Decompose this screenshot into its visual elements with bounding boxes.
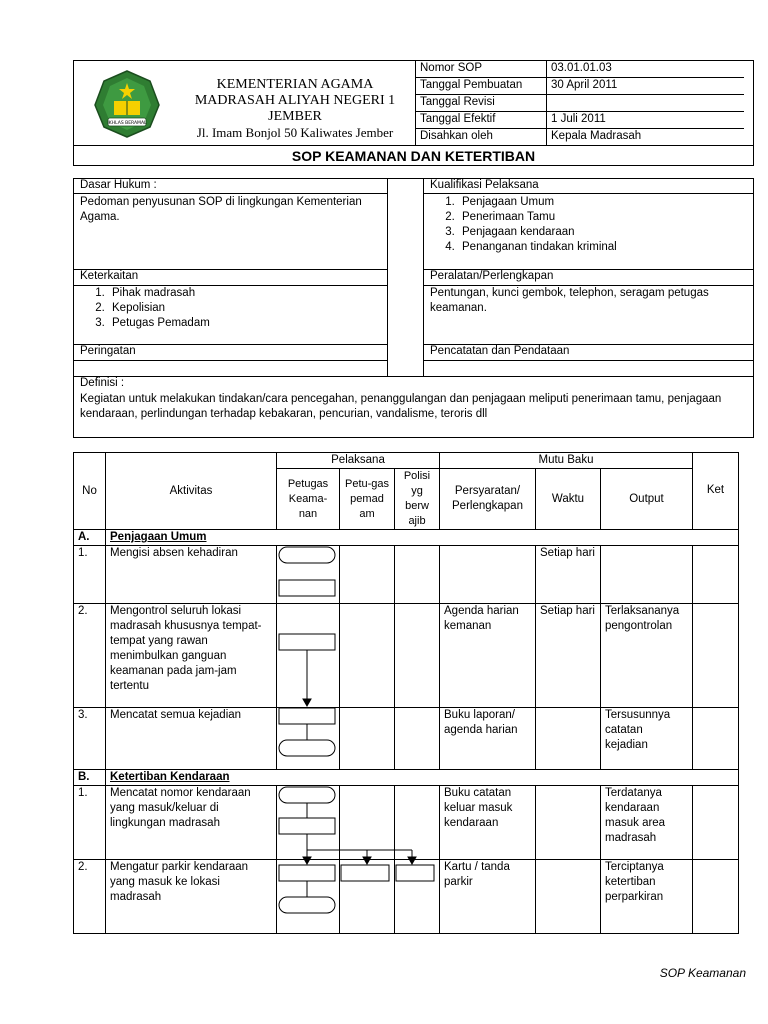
row-aktivitas: Mencatat nomor kendaraan yang masuk/keluar di lingkungan madrasah	[106, 786, 277, 860]
arrow-head	[408, 857, 416, 864]
col-ket: Ket	[693, 453, 739, 530]
meta-value: Kepala Madrasah	[547, 129, 745, 146]
section-code: B.	[74, 770, 106, 786]
process-box	[279, 580, 335, 596]
row-aktivitas: Mengisi absen kehadiran	[106, 546, 277, 604]
meta-value: 03.01.01.03	[547, 61, 745, 78]
start-terminator	[279, 547, 335, 563]
row-output: Tersusunnya catatan kejadian	[601, 708, 693, 770]
col-output: Output	[601, 469, 693, 530]
row-waktu: Setiap hari	[536, 604, 601, 708]
process-box	[341, 865, 389, 881]
list-item: 1. Penjagaan Umum	[458, 195, 768, 210]
process-box	[396, 865, 434, 881]
list-item: 2. Penerimaan Tamu	[458, 210, 768, 225]
process-box	[279, 865, 335, 881]
peralatan-label: Peralatan/Perlengkapan	[430, 270, 554, 282]
peringatan-label: Peringatan	[80, 345, 136, 357]
row-aktivitas: Mencatat semua kejadian	[106, 708, 277, 770]
org-name-line3: JEMBER	[268, 109, 322, 124]
row-no: 1.	[74, 546, 106, 604]
process-box	[279, 634, 335, 650]
start-terminator	[279, 787, 335, 803]
peralatan-text: Pentungan, kunci gembok, telephon, seragam petugas keamanan.	[430, 287, 709, 314]
row-output: Terciptanya ketertiban perparkiran	[601, 860, 693, 934]
process-box	[279, 708, 335, 724]
process-box	[279, 818, 335, 834]
col-mutu-baku: Mutu Baku	[440, 453, 693, 469]
col-aktivitas: Aktivitas	[106, 453, 277, 530]
col-petugas: Petugas Keama-nan	[277, 469, 340, 530]
arrow-head	[303, 857, 311, 864]
org-name-line1: KEMENTERIAN AGAMA	[216, 77, 374, 92]
col-polisi: Polisi yg berw ajib	[395, 469, 440, 530]
row-no: 1.	[74, 786, 106, 860]
meta-value: 1 Juli 2011	[547, 112, 745, 129]
meta-label: Disahkan oleh	[416, 129, 547, 146]
list-item: 1. Pihak madrasah	[108, 286, 408, 301]
col-pemadam: Petu-gas pemad am	[340, 469, 395, 530]
end-terminator	[279, 897, 335, 913]
row-no: 2.	[74, 604, 106, 708]
meta-label: Nomor SOP	[416, 61, 547, 78]
row-aktivitas: Mengontrol seluruh lokasi madrasah khususnya tempat-tempat yang rawan menimbulkan ganguan keamanan pada jam-jam tertentu	[106, 604, 277, 708]
keterkaitan-label: Keterkaitan	[80, 270, 139, 282]
dasar-hukum-text: Pedoman penyusunan SOP di lingkungan Kementerian Agama.	[80, 196, 362, 223]
col-waktu: Waktu	[536, 469, 601, 530]
definisi-label: Definisi :	[80, 377, 125, 389]
section-title: Ketertiban Kendaraan	[106, 770, 739, 786]
org-address: Jl. Imam Bonjol 50 Kaliwates Jember	[196, 125, 394, 140]
kualifikasi-label: Kualifikasi Pelaksana	[430, 179, 539, 191]
sop-title: SOP KEAMANAN DAN KETERTIBAN	[74, 145, 753, 166]
dasar-hukum-label: Dasar Hukum :	[80, 179, 157, 191]
meta-value: 30 April 2011	[547, 78, 745, 95]
col-no: No	[74, 453, 106, 530]
row-aktivitas: Mengatur parkir kendaraan yang masuk ke lokasi madrasah	[106, 860, 277, 934]
end-terminator	[279, 740, 335, 756]
list-item: 2. Kepolisian	[108, 301, 408, 316]
meta-label: Tanggal Efektif	[416, 112, 547, 129]
list-item: 4. Penanganan tindakan kriminal	[458, 240, 768, 255]
row-waktu: Setiap hari	[536, 546, 601, 604]
row-no: 2.	[74, 860, 106, 934]
section-title: Penjagaan Umum	[106, 530, 739, 546]
svg-text:IKHLAS BERAMAL: IKHLAS BERAMAL	[107, 121, 147, 126]
section-code: A.	[74, 530, 106, 546]
arrow-head	[303, 699, 311, 706]
row-persyaratan: Buku catatan keluar masuk kendaraan	[440, 786, 536, 860]
row-persyaratan: Buku laporan/ agenda harian	[440, 708, 536, 770]
row-output: Terdatanya kendaraan masuk area madrasah	[601, 786, 693, 860]
list-item: 3. Penjagaan kendaraan	[458, 225, 768, 240]
row-persyaratan: Agenda harian kemanan	[440, 604, 536, 708]
row-persyaratan: Kartu / tanda parkir	[440, 860, 536, 934]
row-output: Terlaksananya pengontrolan	[601, 604, 693, 708]
pencatatan-label: Pencatatan dan Pendataan	[430, 345, 570, 357]
footer-label: SOP Keamanan	[659, 966, 746, 980]
meta-label: Tanggal Revisi	[416, 95, 547, 112]
org-name-line2: MADRASAH ALIYAH NEGERI 1	[194, 93, 396, 108]
list-item: 3. Petugas Pemadam	[108, 316, 408, 331]
col-persyaratan: Persyaratan/ Perlengkapan	[440, 469, 536, 530]
row-no: 3.	[74, 708, 106, 770]
col-pelaksana: Pelaksana	[277, 453, 440, 469]
definisi-text: Kegiatan untuk melakukan tindakan/cara pencegahan, penanggulangan dan penjagaan meliputi penerimaan tamu, penjagaan kendaraan, perlindungan terhadap kebakaran, pencurian, vandalisme, teroris dll	[80, 393, 722, 420]
meta-label: Tanggal Pembuatan	[416, 78, 547, 95]
arrow-head	[363, 857, 371, 864]
